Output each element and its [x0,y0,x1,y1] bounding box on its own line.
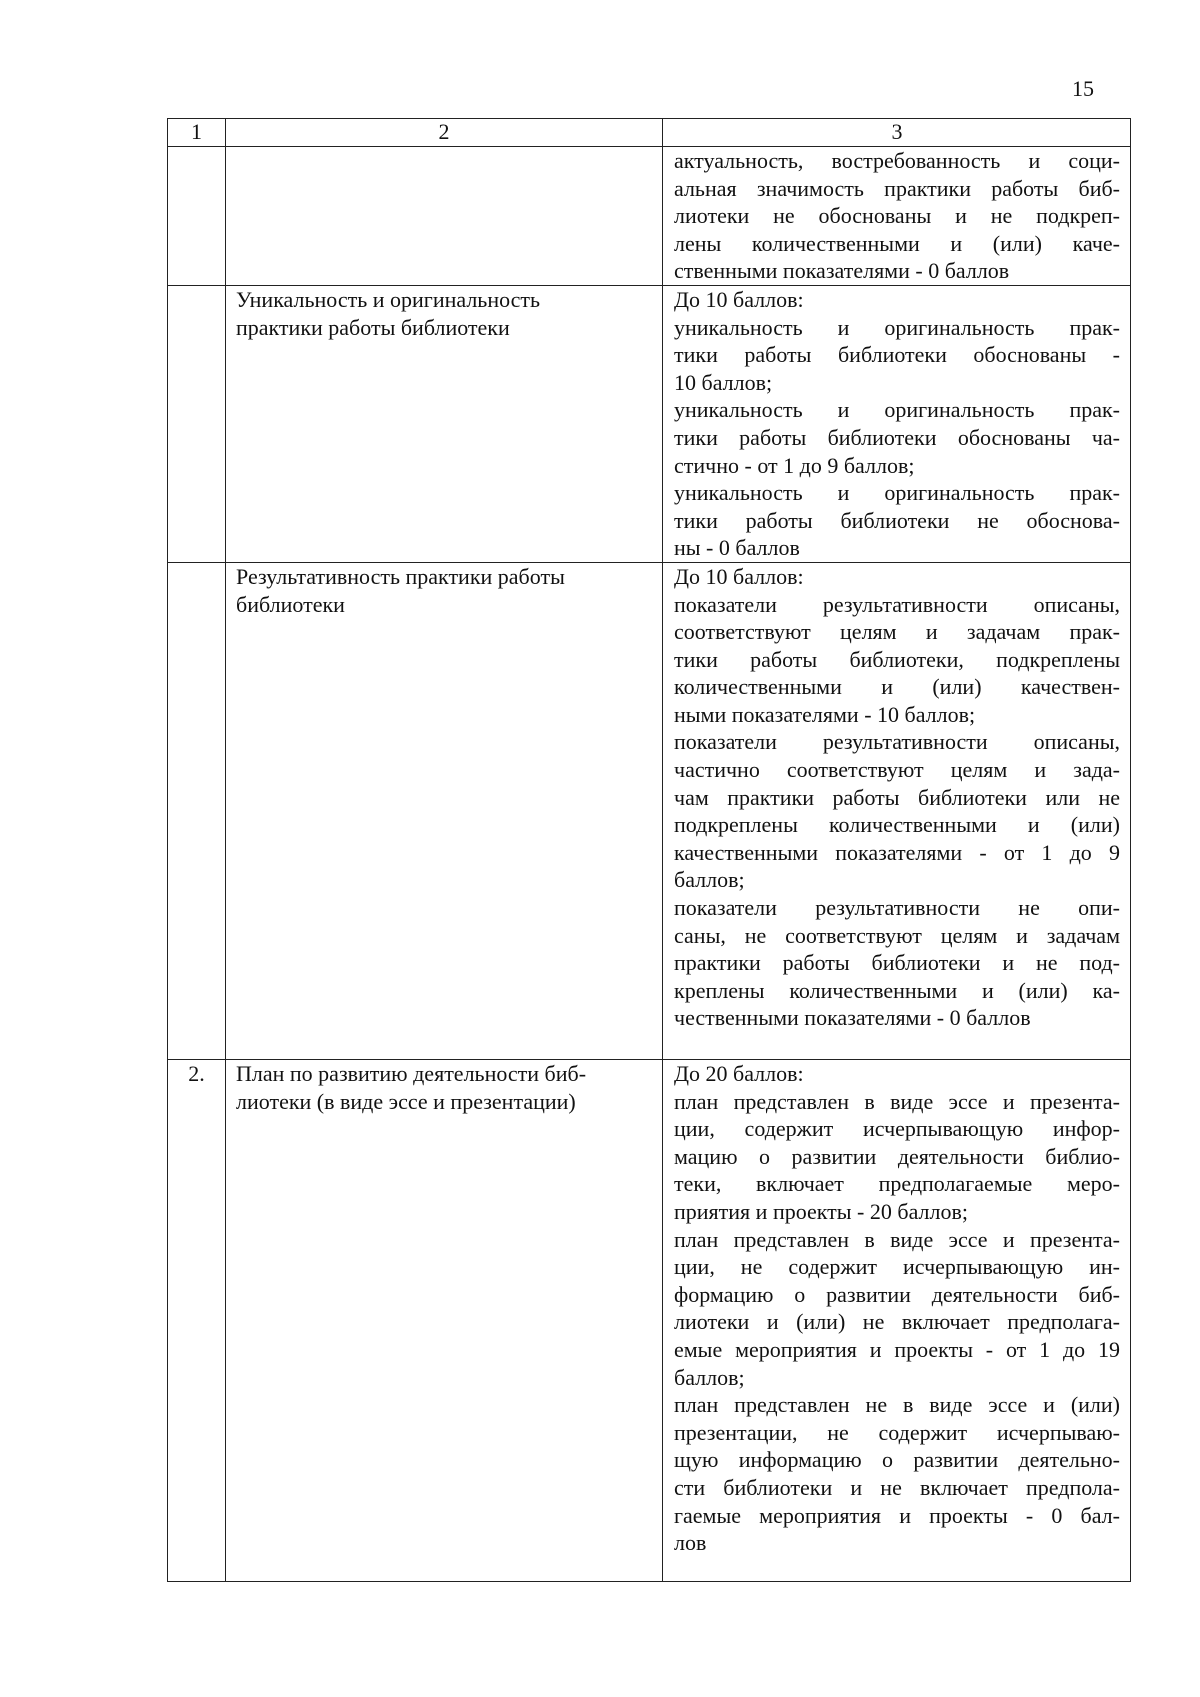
scoring-line: До 20 баллов: [674,1061,804,1086]
scoring-line: сти библиотеки и не включает предпола- [674,1474,1120,1500]
scoring-line: лиотеки и (или) не включает предполага- [674,1309,1120,1335]
scoring-cell [663,562,1131,1059]
table-row [168,285,1131,562]
scoring-line: лены количественными и (или) каче- [674,230,1120,256]
scoring-line: саны, не соответствуют целям и задачам [674,922,1120,948]
scoring-line: чам практики работы библиотеки или не [674,784,1120,810]
row-number [168,285,226,562]
criterion-line: Уникальность и оригинальность [236,286,541,312]
scoring-line: лов [674,1530,707,1556]
scoring-line: частично соответствуют целям и зада- [674,757,1120,783]
row-number [168,147,226,286]
criterion-cell [226,1060,663,1582]
scoring-line: баллов; [674,1364,745,1390]
scoring-line: качественными показателями - от 1 до 9 [674,839,1120,865]
scoring-line: ции, не содержит исчерпывающую ин- [674,1254,1120,1280]
scoring-line: показатели результативности не опи- [674,895,1120,921]
scoring-line: баллов; [674,867,745,893]
page-number: 15 [1072,76,1094,101]
scoring-line: тики работы библиотеки, подкреплены [674,646,1120,672]
scoring-line: презентации, не содержит исчерпываю- [674,1419,1120,1445]
scoring-line: тики работы библиотеки обоснованы ча- [674,424,1120,450]
scoring-line: гаемые мероприятия и проекты - 0 бал- [674,1502,1120,1528]
scoring-cell [663,1060,1131,1582]
criteria-table-container [167,118,1120,1582]
table-row [168,562,1131,1059]
scoring-line: ны - 0 баллов [674,535,800,561]
scoring-line: показатели результативности описаны, [674,729,1120,755]
scoring-line: чественными показателями - 0 баллов [674,1005,1031,1031]
scoring-line: лиотеки не обоснованы и не подкреп- [674,203,1120,229]
scoring-line: формацию о развитии деятельности биб- [674,1281,1120,1307]
scoring-line: теки, включает предполагаемые меро- [674,1171,1120,1197]
scoring-line: подкреплены количественными и (или) [674,812,1120,838]
row-number [168,562,226,1059]
scoring-line: До 10 баллов: [674,563,804,589]
scoring-line: план представлен в виде эссе и презента- [674,1226,1120,1252]
scoring-line: приятия и проекты - 20 баллов; [674,1198,968,1224]
scoring-cell [663,147,1131,286]
scoring-line: ции, содержит исчерпывающую инфор- [674,1116,1120,1142]
scoring-line: актуальность, востребованность и соци- [674,148,1120,173]
header-col-1: 1 [168,119,226,147]
scoring-line: креплены количественными и (или) ка- [674,977,1120,1003]
scoring-line: уникальность и оригинальность прак- [674,314,1120,340]
scoring-line: показатели результативности описаны, [674,591,1120,617]
scoring-line: тики работы библиотеки обоснованы - [674,342,1120,368]
scoring-line: ными показателями - 10 баллов; [674,701,976,727]
scoring-line: мацию о развитии деятельности библио- [674,1143,1120,1169]
scoring-line: план представлен не в виде эссе и (или) [674,1392,1120,1418]
table-header-row [168,119,1131,147]
table-row [168,1060,1131,1582]
scoring-line: количественными и (или) качествен- [674,674,1120,700]
criterion-line: библиотеки [236,591,345,617]
criterion-cell [226,562,663,1059]
scoring-line: уникальность и оригинальность прак- [674,480,1120,506]
criterion-line: практики работы библиотеки [236,314,510,340]
scoring-line: тики работы библиотеки не обоснова- [674,507,1120,533]
table-row [168,147,1131,286]
scoring-line: стично - от 1 до 9 баллов; [674,452,915,478]
criteria-table [167,118,1131,1582]
scoring-line: щую информацию о развитии деятельно- [674,1447,1120,1473]
criterion-line: Результативность практики работы [236,563,565,589]
criterion-cell [226,285,663,562]
scoring-line: альная значимость практики работы биб- [674,175,1120,201]
scoring-cell [663,285,1131,562]
header-col-3: 3 [663,119,1131,147]
scoring-line: емые мероприятия и проекты - от 1 до 19 [674,1336,1120,1362]
criterion-line: лиотеки (в виде эссе и презентации) [236,1088,576,1114]
scoring-line: 10 баллов; [674,369,773,395]
header-col-2: 2 [226,119,663,147]
scoring-line: практики работы библиотеки и не под- [674,950,1120,976]
scoring-line: До 10 баллов: [674,286,804,312]
scoring-line: соответствуют целям и задачам прак- [674,619,1120,645]
criterion-cell [226,147,663,286]
criterion-line: План по развитию деятельности биб- [236,1061,587,1086]
scoring-line: план представлен в виде эссе и презента- [674,1088,1120,1114]
scoring-line: ственными показателями - 0 баллов [674,258,1010,284]
row-number: 2. [168,1060,226,1582]
scoring-line: уникальность и оригинальность прак- [674,397,1120,423]
